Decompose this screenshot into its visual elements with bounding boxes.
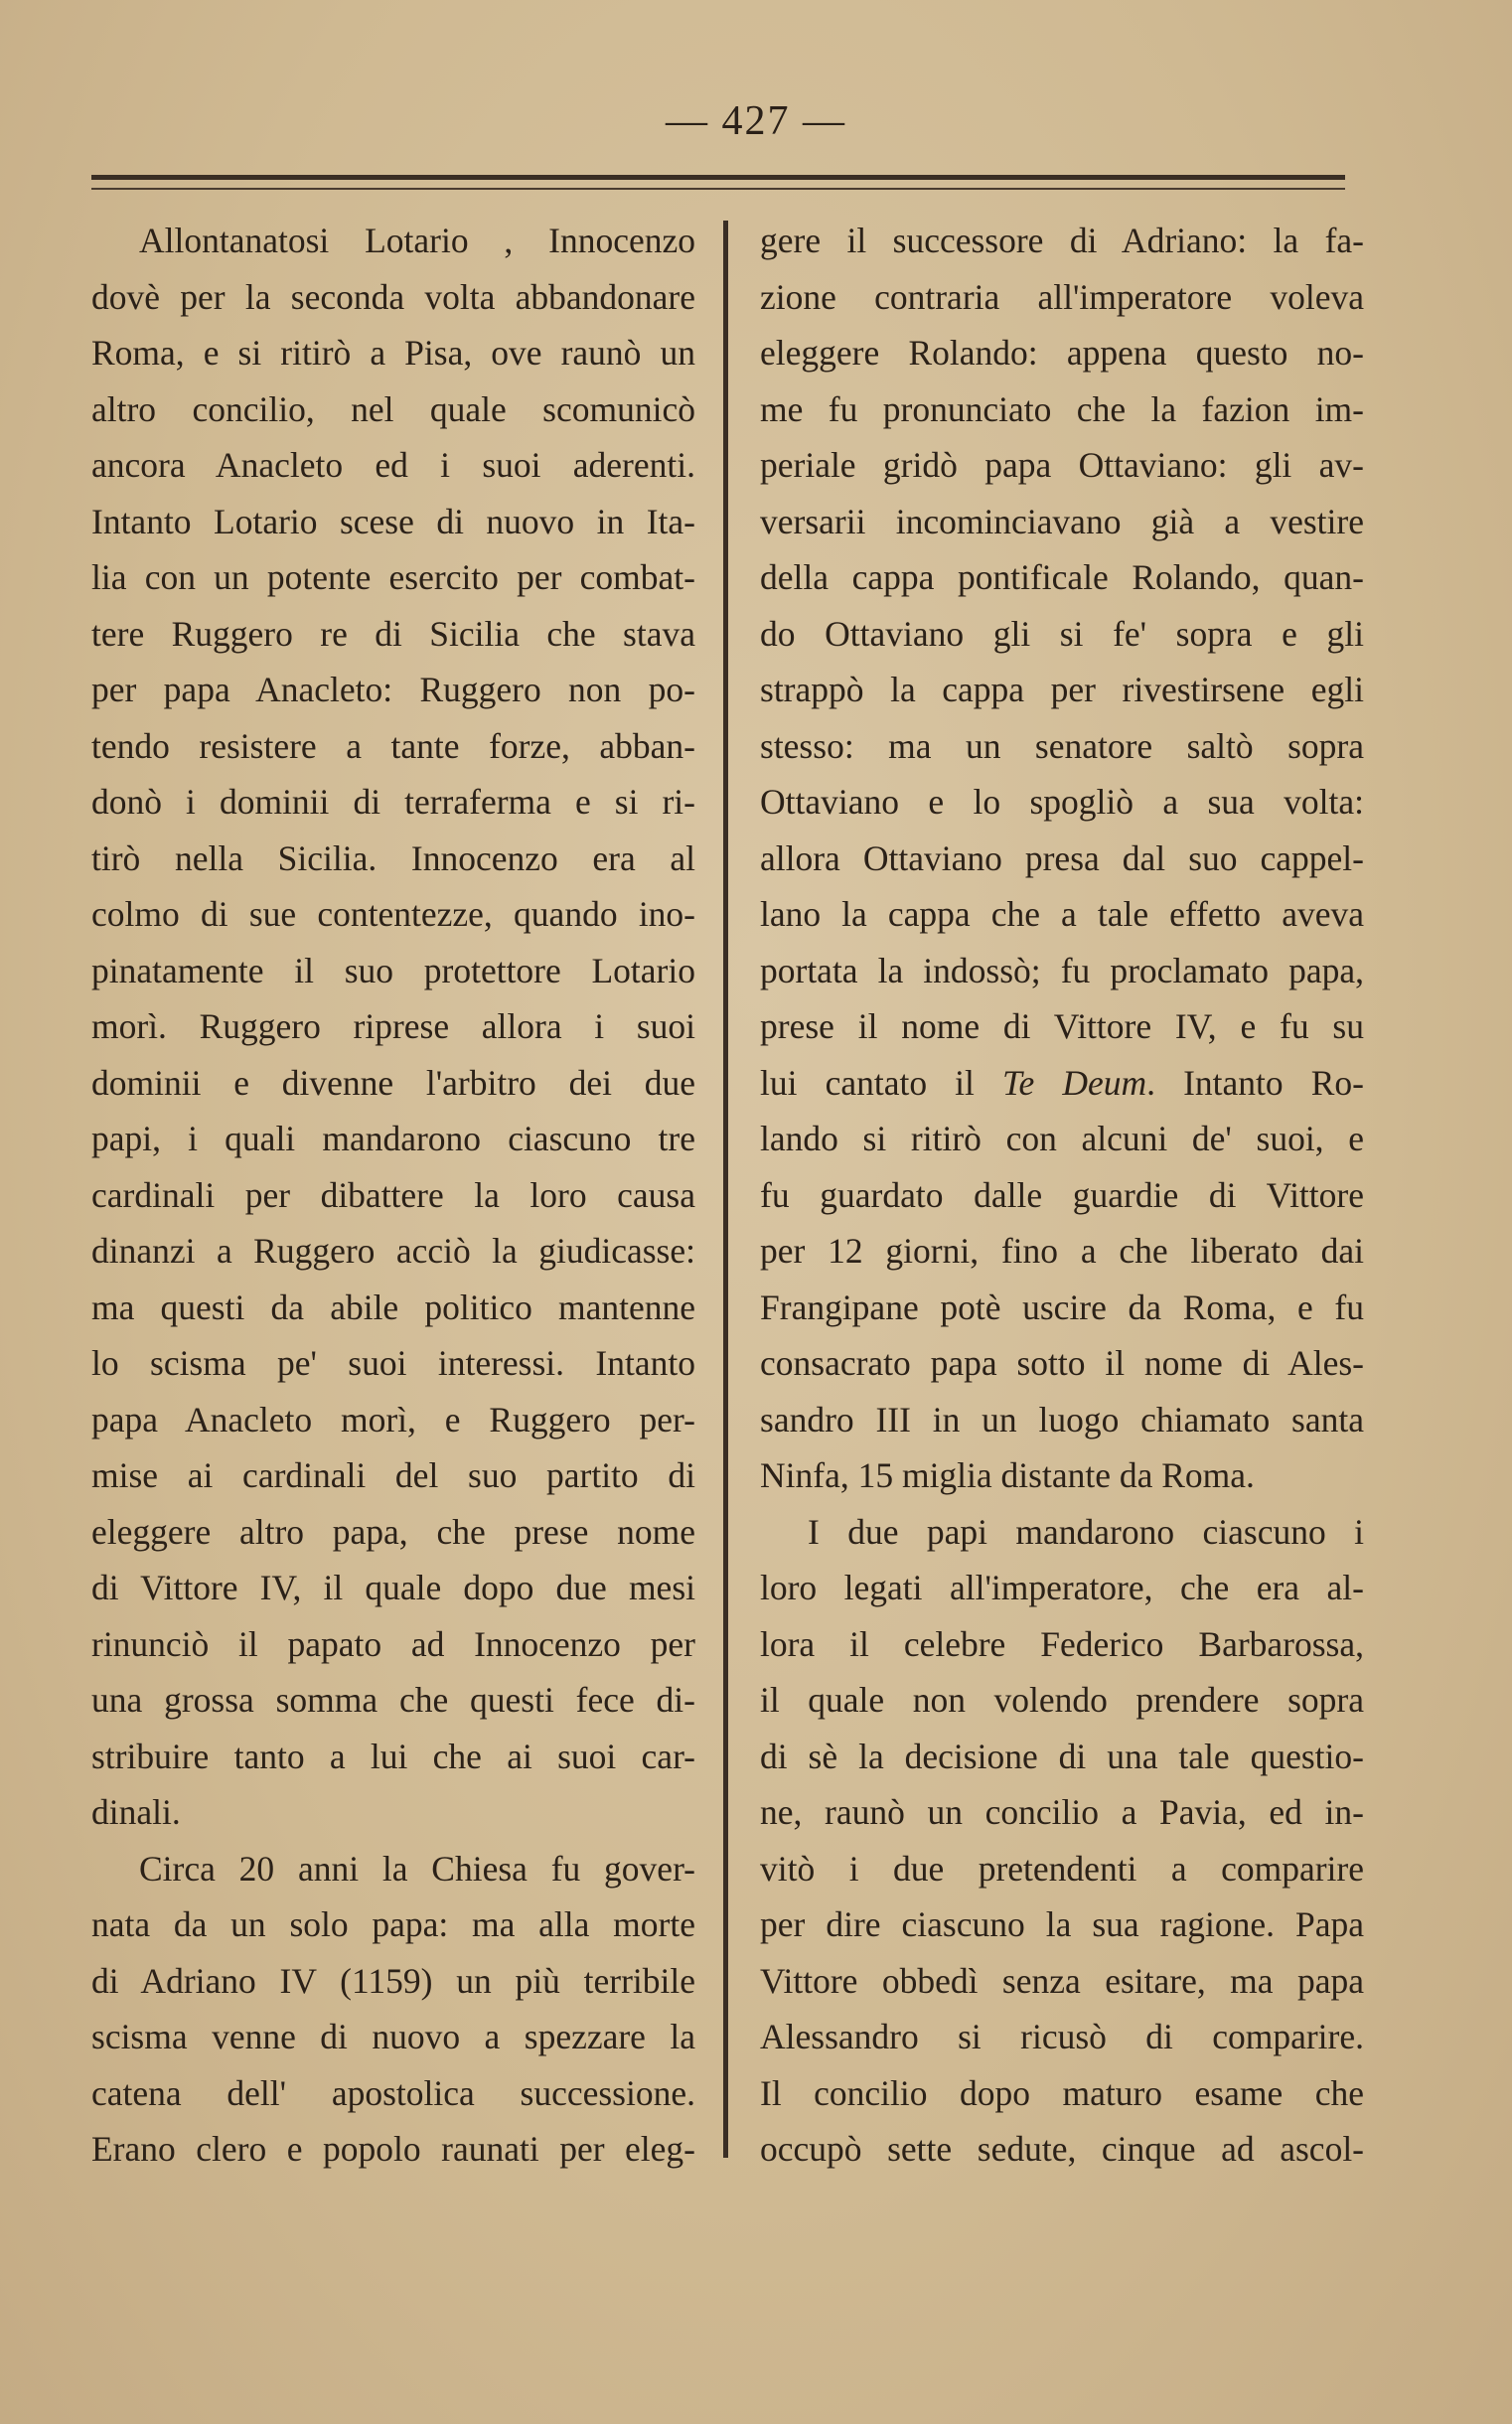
text-line: Ottaviano e lo spogliò a sua volta: (760, 782, 1364, 822)
text-line: Erano clero e popolo raunati per eleg- (91, 2129, 695, 2169)
header-rule (91, 175, 1345, 180)
text-line: gere il successore di Adriano: la fa- (760, 221, 1364, 260)
text-line: loro legati all'imperatore, che era al- (760, 1568, 1364, 1607)
text-line: rinunciò il papato ad Innocenzo per (91, 1623, 695, 1664)
text-line: di Vittore IV, il quale dopo due mesi (91, 1568, 695, 1607)
text-line: lora il celebre Federico Barbarossa, (760, 1623, 1364, 1664)
text-line: per papa Anacleto: Ruggero non po- (91, 670, 695, 709)
text-line: Frangipane potè uscire da Roma, e fu (760, 1287, 1364, 1327)
text-line: dovè per la seconda volta abbandonare (91, 276, 695, 317)
text-line: lando si ritirò con alcuni de' suoi, e (760, 1119, 1364, 1158)
text-line: consacrato papa sotto il nome di Ales- (760, 1343, 1364, 1383)
text-line: nata da un solo papa: ma alla morte (91, 1904, 695, 1944)
text-line: dinali. (91, 1792, 181, 1832)
text-line: lo scisma pe' suoi interessi. Intanto (91, 1343, 695, 1383)
text-line: fu guardato dalle guardie di Vittore (760, 1174, 1364, 1215)
text-line: I due papi mandarono ciascuno i (808, 1511, 1364, 1552)
text-line: lui cantato il Te Deum. Intanto Ro- (760, 1062, 1364, 1103)
text-line: ne, raunò un concilio a Pavia, ed in- (760, 1792, 1364, 1832)
right-column (760, 213, 1364, 2178)
text-line: me fu pronunciato che la fazion im- (760, 388, 1364, 429)
text-line: papi, i quali mandarono ciascuno tre (91, 1119, 695, 1158)
text-line: ma questi da abile politico mantenne (91, 1287, 695, 1327)
text-line: eleggere Rolando: appena questo no- (760, 333, 1364, 373)
text-line: prese il nome di Vittore IV, e fu su (760, 1006, 1364, 1046)
text-line: Alessandro si ricusò di comparire. (760, 2017, 1364, 2056)
text-line: tendo resistere a tante forze, abban- (91, 725, 695, 766)
text-line: strappò la cappa per rivestirsene egli (760, 670, 1364, 709)
page-number: — 427 — (666, 98, 846, 144)
text-line: dinanzi a Ruggero acciò la giudicasse: (91, 1231, 695, 1271)
text-line: donò i dominii di terraferma e si ri- (91, 782, 695, 822)
text-line: periale gridò papa Ottaviano: gli av- (760, 445, 1364, 485)
text-line: Intanto Lotario scese di nuovo in Ita- (91, 501, 695, 541)
text-line: pinatamente il suo protettore Lotario (91, 950, 695, 990)
text-line: colmo di sue contentezze, quando ino- (91, 894, 695, 934)
text-line: papa Anacleto morì, e Ruggero per- (91, 1399, 695, 1439)
text-line: tirò nella Sicilia. Innocenzo era al (91, 837, 695, 878)
text-line: zione contraria all'imperatore voleva (760, 276, 1364, 317)
text-line: allora Ottaviano presa dal suo cappel- (760, 837, 1364, 878)
text-line: tere Ruggero re di Sicilia che stava (91, 613, 695, 654)
text-line: il quale non volendo prendere sopra (760, 1680, 1364, 1720)
text-line: catena dell' apostolica successione. (91, 2072, 695, 2113)
text-line: portata la indossò; fu proclamato papa, (760, 950, 1364, 990)
text-line: vitò i due pretendenti a comparire (760, 1848, 1364, 1889)
text-line: occupò sette sedute, cinque ad ascol- (760, 2129, 1364, 2169)
text-line: stesso: ma un senatore saltò sopra (760, 725, 1364, 766)
text-line: per 12 giorni, fino a che liberato dai (760, 1231, 1364, 1271)
text-line: do Ottaviano gli si fe' sopra e gli (760, 613, 1364, 654)
text-line: stribuire tanto a lui che ai suoi car- (91, 1736, 695, 1776)
text-line: scisma venne di nuovo a spezzare la (91, 2017, 695, 2056)
header-rule-thin (91, 188, 1345, 190)
text-line: di Adriano IV (1159) un più terribile (91, 1960, 695, 2001)
text-line: versarii incominciavano già a vestire (760, 501, 1364, 541)
text-line: Vittore obbedì senza esitare, ma papa (760, 1960, 1364, 2001)
text-line: eleggere altro papa, che prese nome (91, 1511, 695, 1552)
text-line: Roma, e si ritirò a Pisa, ove raunò un (91, 333, 695, 373)
text-line: lia con un potente esercito per combat- (91, 557, 695, 597)
text-line: Circa 20 anni la Chiesa fu gover- (139, 1848, 695, 1889)
text-line: Il concilio dopo maturo esame che (760, 2072, 1364, 2113)
text-line: lano la cappa che a tale effetto aveva (760, 894, 1364, 934)
column-divider (723, 221, 728, 2158)
text-line: di sè la decisione di una tale questio- (760, 1736, 1364, 1776)
text-line: sandro III in un luogo chiamato santa (760, 1399, 1364, 1439)
text-line: una grossa somma che questi fece di- (91, 1680, 695, 1720)
text-line: per dire ciascuno la sua ragione. Papa (760, 1904, 1364, 1944)
text-line: dominii e divenne l'arbitro dei due (91, 1062, 695, 1103)
text-line: morì. Ruggero riprese allora i suoi (91, 1006, 695, 1046)
text-line: Ninfa, 15 miglia distante da Roma. (760, 1455, 1255, 1495)
text-line: ancora Anacleto ed i suoi aderenti. (91, 445, 695, 485)
text-line: cardinali per dibattere la loro causa (91, 1174, 695, 1215)
text-line: mise ai cardinali del suo partito di (91, 1455, 695, 1495)
text-line: della cappa pontificale Rolando, quan- (760, 557, 1364, 597)
left-column (91, 213, 695, 2178)
text-line: Allontanatosi Lotario , Innocenzo (139, 221, 695, 260)
text-line: altro concilio, nel quale scomunicò (91, 388, 695, 429)
